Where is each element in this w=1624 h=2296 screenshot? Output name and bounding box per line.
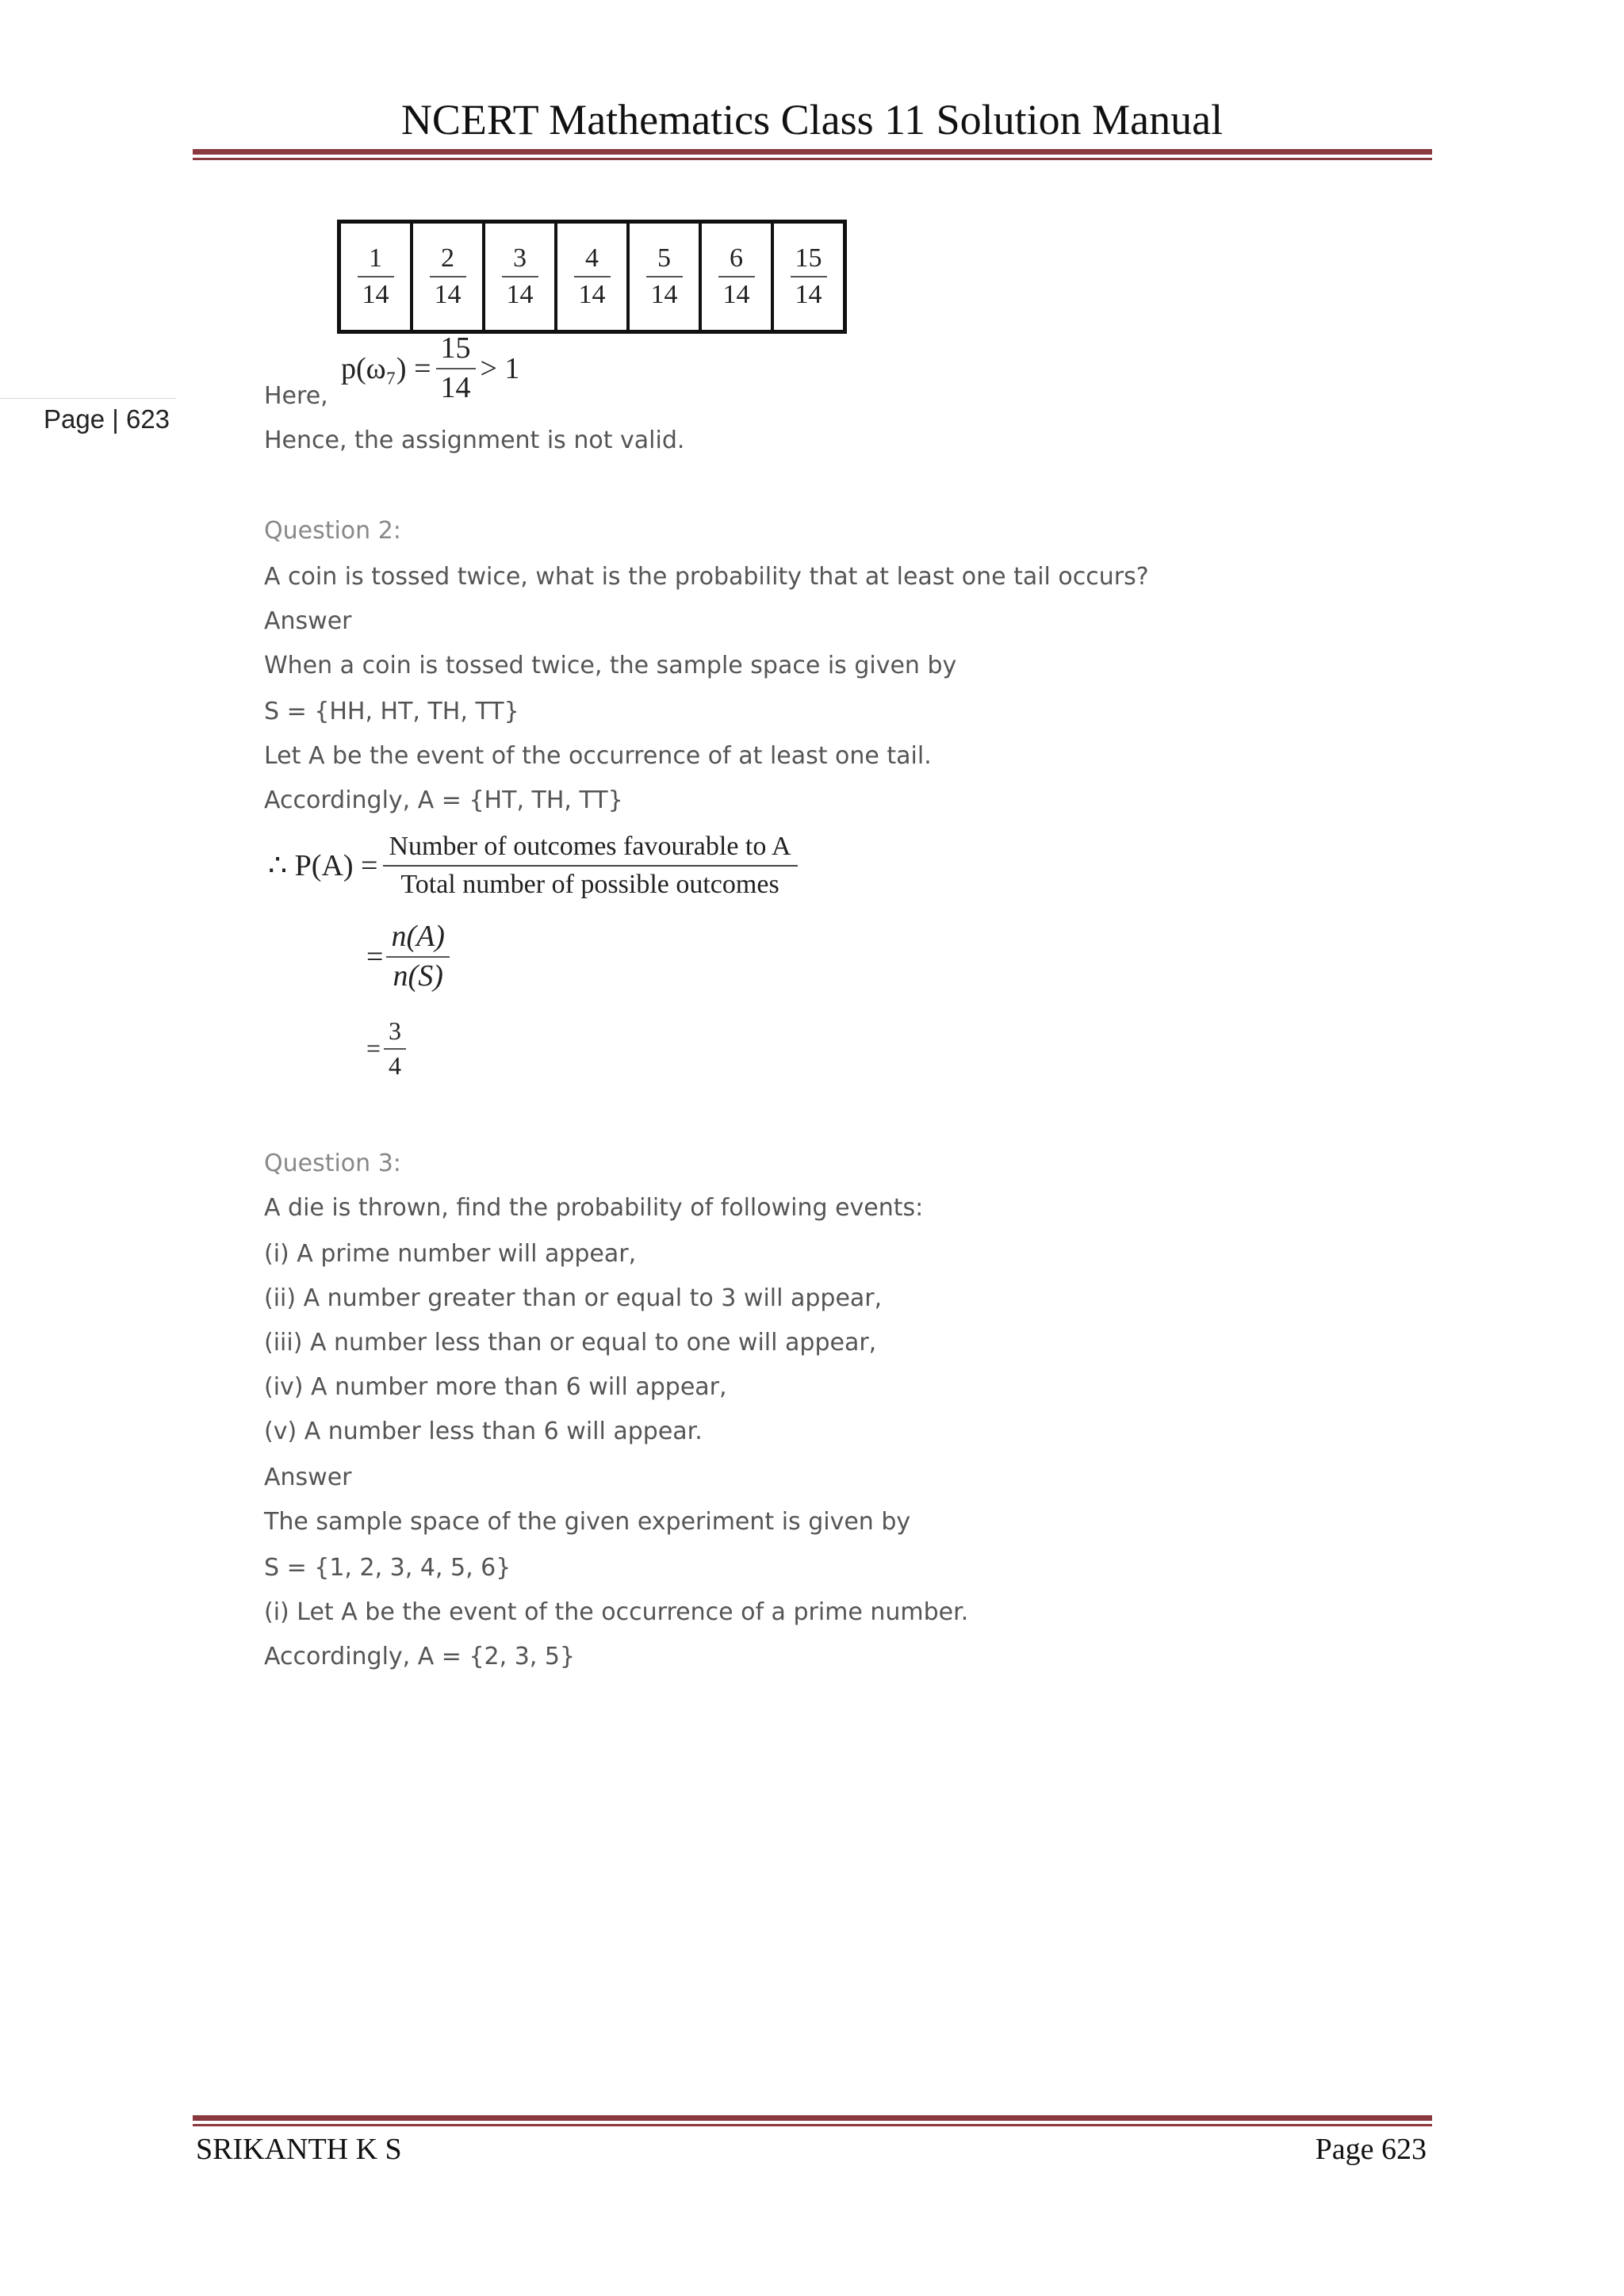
table-cell — [412, 222, 484, 332]
q3-event: (v) A number less than 6 will appear. — [264, 1418, 703, 1445]
q2-answer-label: Answer — [264, 607, 352, 635]
cell-numerator: 3 — [513, 243, 527, 274]
cell-denominator: 14 — [650, 280, 678, 309]
equation-denominator: 4 — [389, 1050, 402, 1080]
q3-answer-label: Answer — [264, 1464, 352, 1491]
equation-lhs: ∴ P(A) = — [268, 849, 378, 883]
margin-divider — [0, 398, 176, 399]
q3-title: Question 3: — [264, 1150, 401, 1177]
equation-equals: = — [366, 1034, 381, 1063]
formula-denominator: 14 — [440, 370, 471, 404]
cell-denominator: 14 — [578, 280, 606, 309]
header-rule-thin — [193, 158, 1432, 160]
q1-here-label: Here, — [264, 382, 328, 410]
header-rule — [193, 149, 1432, 155]
q1-conclusion: Hence, the assignment is not valid. — [264, 427, 685, 454]
q2-line: When a coin is tossed twice, the sample space is given by — [264, 652, 957, 679]
cell-denominator: 14 — [362, 280, 389, 309]
footer-page-number: Page 623 — [1315, 2133, 1427, 2166]
q3-line: Accordingly, A = {2, 3, 5} — [264, 1643, 576, 1670]
equation-equals: = — [366, 939, 384, 974]
equation-denominator: n(S) — [393, 959, 443, 993]
q3-event: (i) A prime number will appear, — [264, 1240, 637, 1268]
cell-numerator: 6 — [730, 243, 743, 274]
q2-line: Let A be the event of the occurrence of at least one tail. — [264, 742, 932, 770]
q3-event: (iv) A number more than 6 will appear, — [264, 1373, 727, 1401]
q2-question: A coin is tossed twice, what is the probability that at least one tail occurs? — [264, 563, 1149, 591]
footer-rule — [193, 2115, 1432, 2121]
table-cell — [772, 222, 845, 332]
table-cell — [339, 222, 412, 332]
q3-event: (ii) A number greater than or equal to 3 will appear, — [264, 1284, 883, 1312]
table-cell — [556, 222, 628, 332]
q3-question: A die is thrown, find the probability of following events: — [264, 1194, 924, 1222]
cell-denominator: 14 — [722, 280, 750, 309]
table-cell — [628, 222, 700, 332]
cell-numerator: 2 — [441, 243, 454, 274]
table-cell — [484, 222, 556, 332]
q3-line: S = {1, 2, 3, 4, 5, 6} — [264, 1554, 511, 1582]
table-cell — [700, 222, 772, 332]
q3-event: (iii) A number less than or equal to one will appear, — [264, 1329, 877, 1357]
cell-numerator: 15 — [795, 243, 822, 274]
q2-equation-2 — [366, 921, 450, 993]
q3-line: The sample space of the given experiment is given by — [264, 1508, 911, 1536]
q1-formula — [341, 333, 519, 404]
cell-numerator: 4 — [585, 243, 599, 274]
probability-table — [337, 220, 847, 334]
footer-rule-thin — [193, 2124, 1432, 2126]
cell-numerator: 1 — [369, 243, 382, 274]
q2-line: Accordingly, A = {HT, TH, TT} — [264, 786, 623, 814]
q2-title: Question 2: — [264, 517, 401, 545]
equation-denominator: Total number of possible outcomes — [400, 869, 779, 899]
formula-lhs: p(ω₇) = — [341, 351, 431, 385]
cell-denominator: 14 — [506, 280, 534, 309]
page-header-title: NCERT Mathematics Class 11 Solution Manual — [400, 96, 1224, 144]
footer-author: SRIKANTH K S — [196, 2133, 402, 2166]
margin-page-label: Page | 623 — [44, 404, 170, 434]
equation-numerator: Number of outcomes favourable to A — [389, 832, 791, 861]
q2-equation-3 — [366, 1018, 406, 1079]
q2-equation-1 — [268, 832, 798, 898]
formula-numerator: 15 — [440, 331, 471, 365]
cell-numerator: 5 — [657, 243, 671, 274]
cell-denominator: 14 — [795, 280, 822, 309]
equation-numerator: n(A) — [391, 920, 445, 953]
cell-denominator: 14 — [434, 280, 462, 309]
formula-rhs: > 1 — [480, 351, 520, 385]
q2-line: S = {HH, HT, TH, TT} — [264, 698, 519, 725]
q3-line: (i) Let A be the event of the occurrence of a prime number. — [264, 1598, 969, 1626]
equation-numerator: 3 — [389, 1016, 402, 1045]
